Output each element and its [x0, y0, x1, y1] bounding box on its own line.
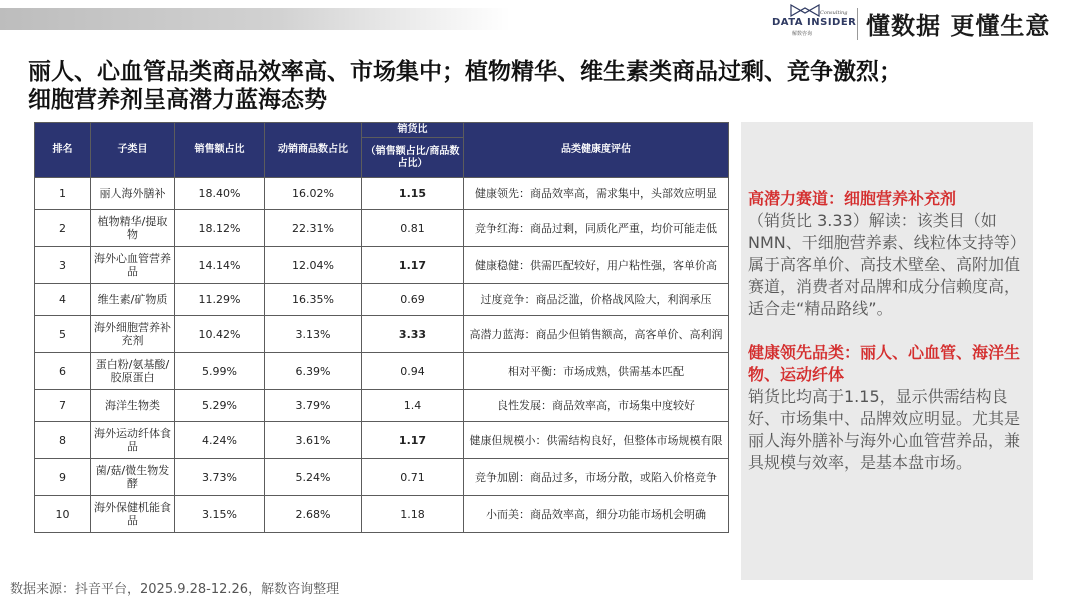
- table-row: [35, 247, 729, 284]
- cell-subcategory: 植物精华/提取物: [91, 210, 175, 247]
- header-ratio: 销货比: [362, 123, 464, 138]
- cell-ratio: 1.4: [362, 390, 464, 422]
- header-sales-share: 销售额占比: [175, 123, 265, 178]
- cell-sales-share: 14.14%: [175, 247, 265, 284]
- cell-ratio: 0.69: [362, 284, 464, 316]
- logo-divider: [857, 8, 858, 40]
- cell-subcategory: 丽人海外膳补: [91, 178, 175, 210]
- cell-rank: 5: [35, 316, 91, 353]
- logo-wordmark: DATA INSIDER: [772, 17, 857, 28]
- table-row: [35, 316, 729, 353]
- table-row: [35, 353, 729, 390]
- cell-rank: 4: [35, 284, 91, 316]
- cell-evaluation: 高潜力蓝海：商品少但销售额高，高客单价、高利润: [464, 316, 729, 353]
- cell-subcategory: 海外细胞营养补充剂: [91, 316, 175, 353]
- cell-subcategory: 蛋白粉/氨基酸/胶原蛋白: [91, 353, 175, 390]
- cell-active-share: 6.39%: [265, 353, 362, 390]
- cell-rank: 3: [35, 247, 91, 284]
- cell-evaluation: 健康但规模小：供需结构良好，但整体市场规模有限: [464, 422, 729, 459]
- header-rank: 排名: [35, 123, 91, 178]
- cell-rank: 8: [35, 422, 91, 459]
- cell-evaluation: 小而美：商品效率高，细分功能市场机会明确: [464, 496, 729, 533]
- cell-rank: 9: [35, 459, 91, 496]
- logo-bowtie-icon: [790, 4, 820, 17]
- data-insider-logo: [772, 4, 857, 40]
- cell-evaluation: 过度竞争：商品泛滥，价格战风险大，利润承压: [464, 284, 729, 316]
- cell-subcategory: 海洋生物类: [91, 390, 175, 422]
- table-row: [35, 284, 729, 316]
- headline-line-2: 细胞营养剂呈高潜力蓝海态势: [28, 87, 327, 113]
- header-ratio-formula: （销售额占比/商品数占比）: [362, 138, 464, 178]
- insight-title-high-potential: 高潜力赛道：细胞营养补充剂: [748, 189, 957, 208]
- cell-active-share: 5.24%: [265, 459, 362, 496]
- cell-ratio: 1.17: [362, 422, 464, 459]
- cell-sales-share: 11.29%: [175, 284, 265, 316]
- insight-panel: [741, 122, 1033, 580]
- logo-consulting-text: Consulting: [820, 10, 848, 16]
- cell-ratio: 3.33: [362, 316, 464, 353]
- cell-rank: 7: [35, 390, 91, 422]
- table-row: [35, 496, 729, 533]
- cell-active-share: 22.31%: [265, 210, 362, 247]
- cell-ratio: 0.71: [362, 459, 464, 496]
- cell-sales-share: 18.40%: [175, 178, 265, 210]
- category-health-table: [34, 122, 729, 533]
- cell-evaluation: 相对平衡：市场成熟，供需基本匹配: [464, 353, 729, 390]
- table-row: [35, 459, 729, 496]
- cell-subcategory: 菌/菇/微生物发酵: [91, 459, 175, 496]
- table-row: [35, 178, 729, 210]
- table-row: [35, 210, 729, 247]
- cell-sales-share: 18.12%: [175, 210, 265, 247]
- header-active-share: 动销商品数占比: [265, 123, 362, 178]
- cell-evaluation: 健康领先：商品效率高，需求集中，头部效应明显: [464, 178, 729, 210]
- cell-sales-share: 4.24%: [175, 422, 265, 459]
- cell-sales-share: 3.15%: [175, 496, 265, 533]
- cell-ratio: 1.15: [362, 178, 464, 210]
- cell-rank: 2: [35, 210, 91, 247]
- page-headline: [28, 58, 1068, 114]
- cell-ratio: 0.94: [362, 353, 464, 390]
- cell-rank: 6: [35, 353, 91, 390]
- cell-subcategory: 海外运动纤体食品: [91, 422, 175, 459]
- table-row: [35, 390, 729, 422]
- cell-active-share: 12.04%: [265, 247, 362, 284]
- cell-sales-share: 10.42%: [175, 316, 265, 353]
- cell-evaluation: 良性发展：商品效率高，市场集中度较好: [464, 390, 729, 422]
- headline-line-1: 丽人、心血管品类商品效率高、市场集中；植物精华、维生素类商品过剩、竞争激烈；: [28, 59, 902, 85]
- data-source-note: 数据来源：抖音平台，2025.9.28-12.26，解数咨询整理: [10, 582, 340, 597]
- cell-active-share: 3.61%: [265, 422, 362, 459]
- cell-evaluation: 健康稳健：供需匹配较好，用户粘性强，客单价高: [464, 247, 729, 284]
- cell-sales-share: 3.73%: [175, 459, 265, 496]
- insight-title-healthy-leaders: 健康领先品类：丽人、心血管、海洋生物、运动纤体: [748, 343, 1021, 384]
- cell-sales-share: 5.99%: [175, 353, 265, 390]
- table-row: [35, 422, 729, 459]
- cell-subcategory: 海外心血管营养品: [91, 247, 175, 284]
- cell-subcategory: 维生素/矿物质: [91, 284, 175, 316]
- cell-evaluation: 竞争加剧：商品过多，市场分散，或陷入价格竞争: [464, 459, 729, 496]
- cell-active-share: 3.13%: [265, 316, 362, 353]
- cell-active-share: 2.68%: [265, 496, 362, 533]
- cell-active-share: 16.35%: [265, 284, 362, 316]
- cell-subcategory: 海外保健机能食品: [91, 496, 175, 533]
- logo-subtitle: 解数咨询: [792, 31, 813, 37]
- cell-rank: 10: [35, 496, 91, 533]
- slogan: 懂数据 更懂生意: [866, 12, 1051, 40]
- insight-text-high-potential: （销货比 3.33）解读：该类目（如NMN、干细胞营养素、线粒体支持等）属于高客单价、高技术壁垒、高附加值赛道，消费者对品牌和成分信赖度高，适合走“精品路线”。: [748, 211, 1021, 318]
- cell-active-share: 16.02%: [265, 178, 362, 210]
- header-subcategory: 子类目: [91, 123, 175, 178]
- cell-rank: 1: [35, 178, 91, 210]
- cell-evaluation: 竞争红海：商品过剩，同质化严重，均价可能走低: [464, 210, 729, 247]
- cell-ratio: 1.17: [362, 247, 464, 284]
- cell-sales-share: 5.29%: [175, 390, 265, 422]
- cell-active-share: 3.79%: [265, 390, 362, 422]
- top-decor-bar: [0, 8, 510, 30]
- header-evaluation: 品类健康度评估: [464, 123, 729, 178]
- insight-text-healthy-leaders: 销货比均高于1.15，显示供需结构良好、市场集中、品牌效应明显。尤其是丽人海外膳补与海外心血管营养品，兼具规模与效率，是基本盘市场。: [748, 387, 1021, 472]
- cell-ratio: 0.81: [362, 210, 464, 247]
- cell-ratio: 1.18: [362, 496, 464, 533]
